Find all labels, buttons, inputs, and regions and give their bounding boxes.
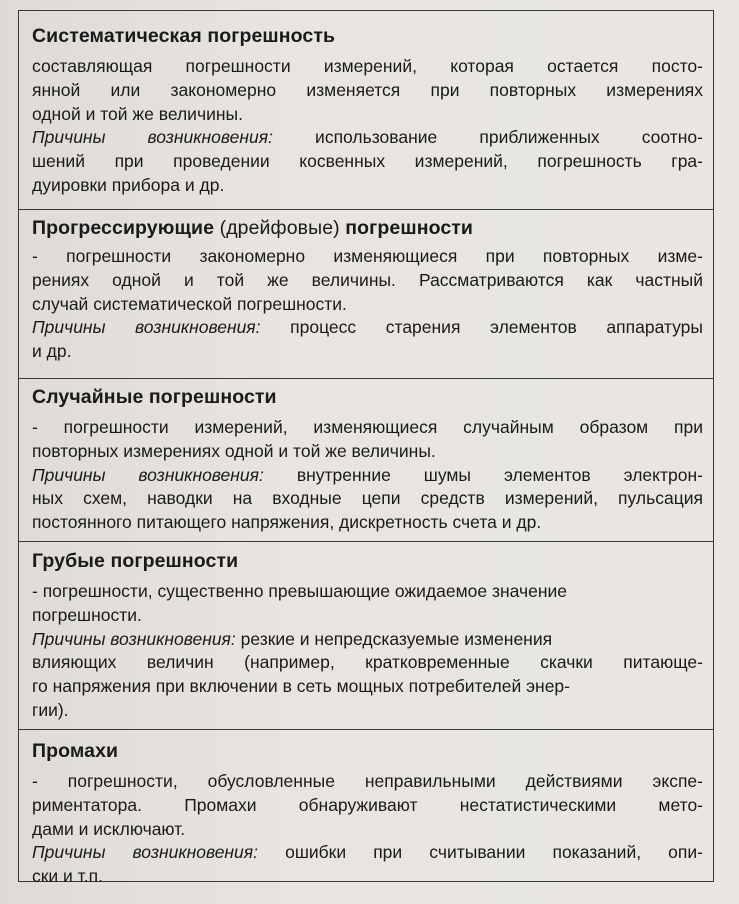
definition-line: - погрешности, обусловленные неправильными действиями экспе- [32,771,703,791]
section-title: Грубые погрешности [32,550,239,572]
definition-line: - погрешности, существенно превышающие ожидаемое значение [32,581,567,601]
definition-line: повторных измерениях одной и той же величины. [32,440,436,461]
section-gross-error [19,549,713,723]
section-progressive-error [19,216,713,364]
definition-line: случай систематической погрешности. [32,293,347,314]
cause-text: резкие и непредсказуемые изменения [235,628,553,649]
cause-label: Причины возникновения: [32,464,264,485]
cause-line: шений при проведении косвенных измерений, погрешность гра- [32,151,703,172]
definition-line: - погрешности измерений, изменяющиеся случайным образом при [32,417,703,437]
definition-line: дами и исключают. [32,818,186,839]
section-random-error [19,385,713,535]
cause-label: Причины возникновения: [32,628,236,649]
cause-label: Причины возникновения: [32,842,259,863]
definition-line: янной или закономерно изменяется при повторных измерениях [32,79,703,100]
definition-line: риментатора. Промахи обнаруживают нестатистическими мето- [32,794,703,815]
section-title: Систематическая погрешность [32,25,336,47]
cause-line: и др. [32,341,72,362]
cause-line: го напряжения при включении в сеть мощных потребителей энер- [32,676,570,697]
cause-line: ных схем, наводки на входные цепи средств измерений, пульсация [32,488,703,509]
cause-line [32,316,703,340]
errors-table [18,10,714,887]
section-systematic-error [19,24,713,198]
section-divider [19,729,713,730]
cause-line: постоянного питающего напряжения, дискретность счета и др. [32,512,542,533]
definition-line: рениях одной и той же величины. Рассматриваются как частный [32,269,703,290]
cause-text: ошибки при считывании показаний, опи- [258,842,703,863]
cause-line [32,126,703,150]
cause-label: Причины возникновения: [32,127,273,148]
cause-line: дуировки прибора и др. [32,174,225,195]
cause-label: Причины возникновения: [32,317,261,338]
cause-line [32,841,703,865]
section-title [32,216,703,241]
cause-text: внутренние шумы элементов электрон- [263,464,703,485]
cause-text: использование приближенных соотно- [272,127,703,148]
cause-line [32,464,703,488]
title-bold-part: погрешности [345,217,474,239]
cause-line: влияющих величин (например, кратковременные скачки питающе- [32,652,703,673]
definition-line: - погрешности закономерно изменяющиеся при повторных изме- [32,246,703,266]
section-divider [19,378,713,379]
cause-line: ски и т.п. [32,866,103,887]
title-bold-part: Прогрессирующие [32,217,215,239]
cause-line: гии). [32,699,69,720]
section-blunders [19,739,713,889]
cause-line [32,628,703,652]
definition-line: одной и той же величины. [32,103,243,124]
section-title: Случайные погрешности [32,386,277,408]
section-divider [19,209,713,210]
cause-text: процесс старения элементов аппаратуры [260,317,703,338]
definition-line: погрешности. [32,604,142,625]
title-normal-part: (дрейфовые) [214,217,346,239]
section-title: Промахи [32,740,119,762]
definition-line: составляющая погрешности измерений, которая остается посто- [32,56,703,76]
section-divider [19,541,713,542]
